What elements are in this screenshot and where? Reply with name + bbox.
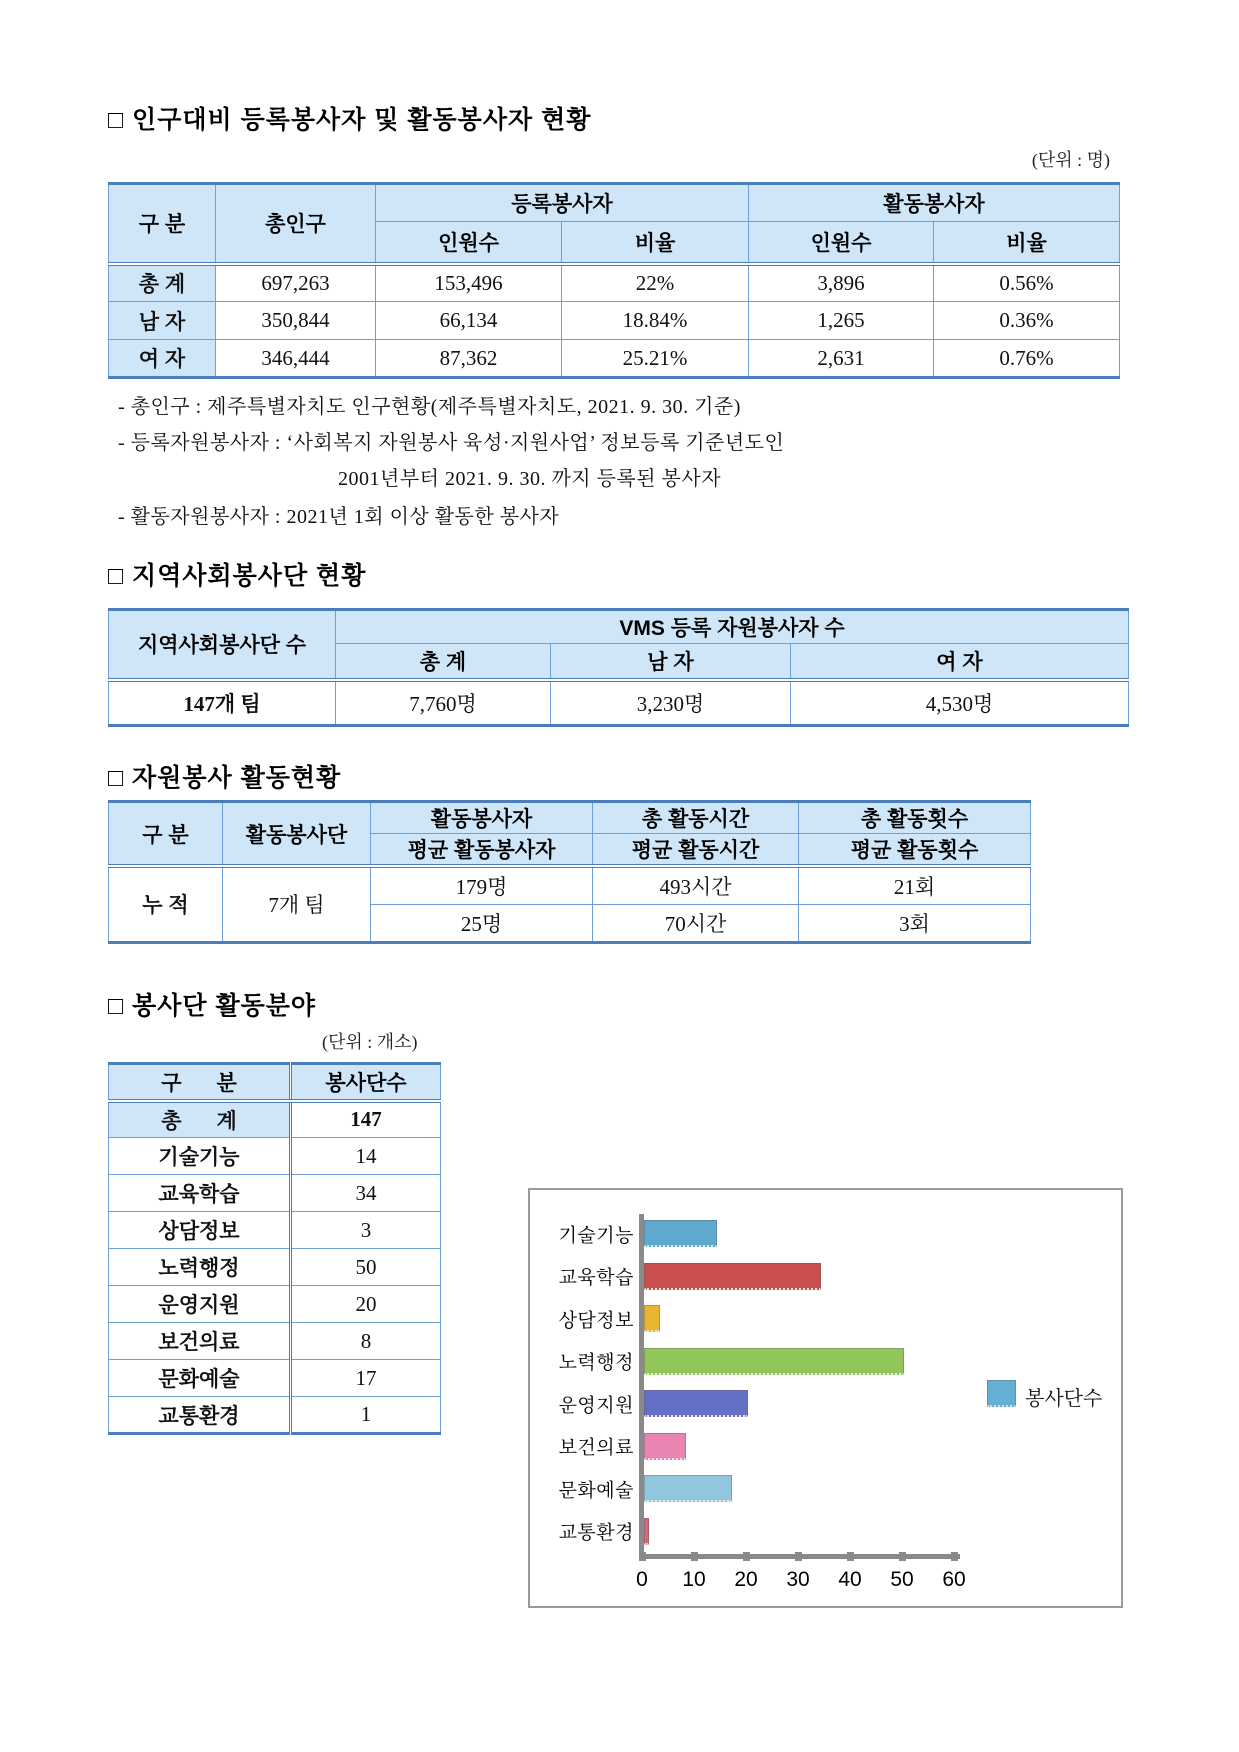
x-axis-tick-label: 10 [682,1568,706,1591]
x-axis-tick-label: 20 [734,1568,758,1591]
t1-row-label: 여 자 [109,340,216,378]
chart-category-label: 교통환경 [558,1522,634,1544]
t2-header-female: 여 자 [791,644,1129,680]
chart-bar [644,1348,904,1375]
t1-cell-reg-count: 87,362 [376,340,562,378]
section2-title: □ 지역사회봉사단 현황 [108,562,367,590]
t4-row-value: 20 [291,1286,441,1323]
t4-row-label: 노력행정 [109,1249,291,1286]
x-axis-tick-mark [951,1552,958,1561]
t4-row-label: 운영지원 [109,1286,291,1323]
t3-header-vol-bottom: 평균 활동봉사자 [371,834,593,867]
t3-cell-vol: 179명 [371,866,593,904]
t4-header-count: 봉사단수 [291,1064,441,1101]
community-service-corps-table [108,608,1129,727]
section4-title: □ 봉사단 활동분야 [108,992,317,1020]
t4-row-value: 17 [291,1360,441,1397]
chart-bar [644,1518,649,1545]
t2-cell-total: 7,760명 [336,680,551,726]
t2-cell-female: 4,530명 [791,680,1129,726]
t4-row-value: 8 [291,1323,441,1360]
table-row [109,264,1120,302]
table-row [109,1286,441,1323]
x-axis-tick-label: 0 [636,1568,648,1591]
t3-header-time-bottom: 평균 활동시간 [593,834,799,867]
table-row [109,1323,441,1360]
chart-bar-row [530,1475,1121,1502]
t1-cell-reg-count: 66,134 [376,302,562,340]
x-axis-tick-label: 60 [942,1568,966,1591]
t1-header-act-count: 인원수 [749,222,934,264]
table-row [109,1175,441,1212]
t1-cell-reg-ratio: 18.84% [562,302,749,340]
table-row [109,866,1031,904]
table-row [109,1360,441,1397]
t3-header-gubun: 구 분 [109,802,223,867]
volunteer-field-bar-chart [528,1188,1123,1608]
t1-cell-reg-count: 153,496 [376,264,562,302]
t1-row-label: 남 자 [109,302,216,340]
table-row [109,302,1120,340]
activity-field-table [108,1062,441,1435]
legend-swatch [987,1380,1016,1407]
x-axis-tick-mark [899,1552,906,1561]
t4-header-gubun: 구 분 [109,1064,291,1101]
t4-row-value: 3 [291,1212,441,1249]
t3-header-team: 활동봉사단 [223,802,371,867]
t3-header-time-top: 총 활동시간 [593,802,799,834]
note-registered-volunteers-cont: 2001년부터 2021. 9. 30. 까지 등록된 봉사자 [338,468,722,490]
note-registered-volunteers: - 등록자원봉사자 : ‘사회복지 자원봉사 육성·지원사업’ 정보등록 기준년도인 [118,432,785,454]
t4-row-value: 14 [291,1138,441,1175]
t1-header-registered: 등록봉사자 [376,184,749,222]
chart-bar [644,1263,821,1290]
t4-row-label: 문화예술 [109,1360,291,1397]
t3-row-label: 누 적 [109,866,223,942]
t1-cell-act-ratio: 0.76% [934,340,1120,378]
chart-bar [644,1305,660,1332]
table-row [109,1101,441,1138]
section3-title: □ 자원봉사 활동현황 [108,764,342,792]
x-axis-tick-mark [795,1552,802,1561]
note-active-volunteers: - 활동자원봉사자 : 2021년 1회 이상 활동한 봉사자 [118,506,560,528]
t3-cell-time: 70시간 [593,904,799,942]
t1-header-gubun: 구 분 [109,184,216,264]
t4-row-label: 보건의료 [109,1323,291,1360]
t2-cell-male: 3,230명 [551,680,791,726]
chart-bar [644,1475,732,1502]
population-volunteer-table [108,182,1120,379]
t1-header-reg-count: 인원수 [376,222,562,264]
chart-bar-row [530,1433,1121,1460]
t1-cell-act-count: 1,265 [749,302,934,340]
volunteer-activity-table [108,800,1031,944]
t3-cell-cnt: 3회 [799,904,1031,942]
chart-category-label: 보건의료 [558,1437,634,1459]
table-row [109,1138,441,1175]
x-axis-tick-mark [691,1552,698,1561]
chart-bar-row [530,1220,1121,1247]
t2-header-male: 남 자 [551,644,791,680]
t3-header-cnt-top: 총 활동횟수 [799,802,1031,834]
t3-header-cnt-bottom: 평균 활동횟수 [799,834,1031,867]
t2-header-total: 총 계 [336,644,551,680]
t4-row-label: 교육학습 [109,1175,291,1212]
t4-row-value: 1 [291,1397,441,1434]
table-row [109,1397,441,1434]
chart-category-label: 기술기능 [558,1225,634,1246]
chart-bar [644,1390,748,1417]
chart-bar-row [530,1518,1121,1545]
chart-category-label: 운영지원 [558,1395,634,1416]
x-axis-tick-mark [743,1552,750,1561]
t1-cell-pop: 346,444 [216,340,376,378]
t1-cell-act-count: 3,896 [749,264,934,302]
t1-header-population: 총인구 [216,184,376,264]
t4-row-label: 교통환경 [109,1397,291,1434]
t3-cell-team: 7개 팀 [223,866,371,942]
table-row [109,680,1129,726]
chart-category-label: 상담정보 [558,1310,634,1331]
chart-category-label: 교육학습 [558,1267,634,1289]
t1-header-active: 활동봉사자 [749,184,1120,222]
t1-header-act-ratio: 비율 [934,222,1120,264]
t2-header-teams: 지역사회봉사단 수 [109,610,336,680]
t1-cell-pop: 697,263 [216,264,376,302]
t1-row-label: 총 계 [109,264,216,302]
t4-row-value: 50 [291,1249,441,1286]
section1-unit-label: (단위 : 명) [1031,150,1110,170]
t4-row-label: 기술기능 [109,1138,291,1175]
x-axis-tick-label: 40 [838,1568,862,1591]
t1-cell-reg-ratio: 25.21% [562,340,749,378]
t1-cell-act-count: 2,631 [749,340,934,378]
t3-cell-cnt: 21회 [799,866,1031,904]
x-axis-tick-mark [639,1552,646,1561]
t4-total-label: 총 계 [109,1101,291,1138]
chart-bar-row [530,1263,1121,1290]
table-row [109,1212,441,1249]
x-axis-tick-label: 30 [786,1568,810,1591]
table-row [109,340,1120,378]
x-axis-tick-mark [847,1552,854,1561]
legend-label: 봉사단수 [1025,1388,1103,1410]
chart-bar-row [530,1348,1121,1375]
note-total-population: - 총인구 : 제주특별자치도 인구현황(제주특별자치도, 2021. 9. 30. 기준) [118,396,741,418]
t1-cell-act-ratio: 0.36% [934,302,1120,340]
chart-bar-row [530,1305,1121,1332]
chart-category-label: 문화예술 [558,1480,634,1501]
t3-header-vol-top: 활동봉사자 [371,802,593,834]
t3-cell-time: 493시간 [593,866,799,904]
t2-cell-teams: 147개 팀 [109,680,336,726]
t1-cell-pop: 350,844 [216,302,376,340]
t1-cell-reg-ratio: 22% [562,264,749,302]
t4-total-value: 147 [291,1101,441,1138]
t1-header-reg-ratio: 비율 [562,222,749,264]
t2-header-vms: VMS 등록 자원봉사자 수 [336,610,1129,644]
t4-row-value: 34 [291,1175,441,1212]
table-row [109,1249,441,1286]
t3-cell-vol: 25명 [371,904,593,942]
chart-bar [644,1433,686,1460]
chart-bar [644,1220,717,1247]
t1-cell-act-ratio: 0.56% [934,264,1120,302]
section4-unit-label: (단위 : 개소) [322,1032,418,1052]
t4-row-label: 상담정보 [109,1212,291,1249]
x-axis-tick-label: 50 [890,1568,914,1591]
section1-title: □ 인구대비 등록봉사자 및 활동봉사자 현황 [108,106,592,134]
chart-category-label: 노력행정 [558,1352,634,1374]
